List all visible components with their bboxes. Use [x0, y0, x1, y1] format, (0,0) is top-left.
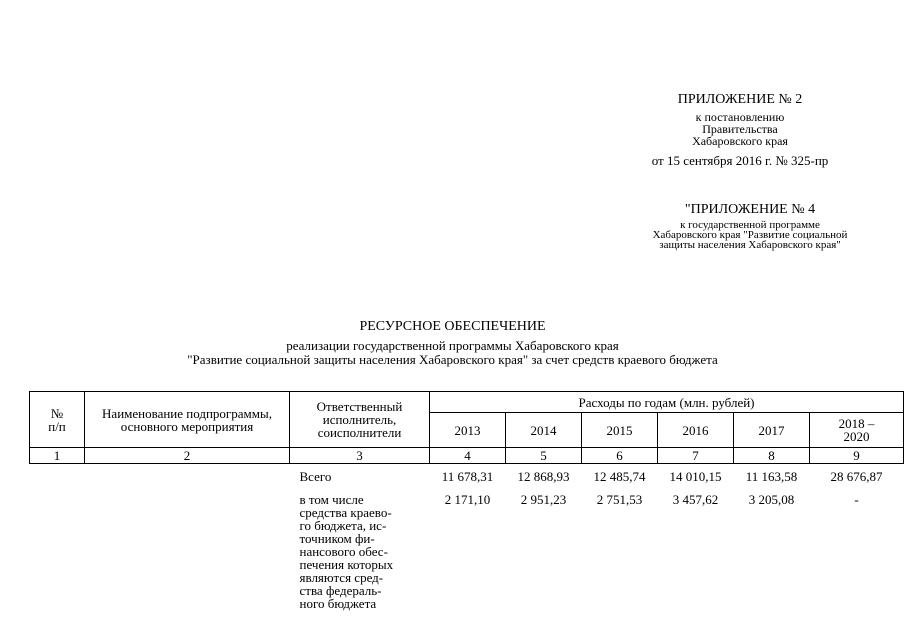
appendix-4-line-3: защиты населения Хабаровского края": [659, 239, 841, 251]
header-year: 2018 – 2020: [810, 413, 904, 448]
table-cell: 28 676,87: [830, 469, 883, 484]
table-cell: 12 868,93: [517, 469, 570, 484]
table-cell: 14 010,15: [669, 469, 722, 484]
header-expenses-by-year: Расходы по годам (млн. рублей): [430, 392, 904, 413]
column-number: 3: [290, 448, 430, 464]
title-line-1: реализации государственной программы Хабаровского края: [286, 338, 619, 353]
column-number: 6: [582, 448, 658, 464]
column-number: 9: [810, 448, 904, 464]
header-year: 2017: [734, 413, 810, 448]
document-title: [100, 319, 805, 367]
appendix-4-line-2: Хабаровского края "Развитие социальной: [652, 229, 848, 241]
title-line-2: "Развитие социальной защиты населения Хабаровского края" за счет средств краевого бюджета: [187, 352, 718, 367]
column-number: 8: [734, 448, 810, 464]
title-heading: РЕСУРСНОЕ ОБЕСПЕЧЕНИЕ: [359, 319, 546, 334]
appendix-2-line-1: к постановлению: [695, 110, 785, 124]
column-number: 7: [658, 448, 734, 464]
column-number: 1: [30, 448, 85, 464]
header-year: 2016: [658, 413, 734, 448]
row-label: Всего: [299, 469, 332, 484]
column-number: 2: [85, 448, 290, 464]
appendix-2-line-3: Хабаровского края: [692, 134, 788, 148]
table-cell: 11 163,58: [745, 469, 798, 484]
table-cell: 3 457,62: [672, 492, 719, 507]
appendix-2-header: [640, 92, 840, 168]
appendix-4-header: [630, 202, 870, 250]
table-cell: 3 205,08: [748, 492, 795, 507]
table-cell: -: [854, 492, 859, 507]
column-number: 5: [506, 448, 582, 464]
appendix-4-line-1: к государственной программе: [680, 219, 820, 231]
table-cell: 2 751,53: [596, 492, 643, 507]
header-year: 2015: [582, 413, 658, 448]
column-number: 4: [430, 448, 506, 464]
table-row: [30, 492, 904, 611]
header-year: 2013: [430, 413, 506, 448]
table-cell: 2 171,10: [444, 492, 491, 507]
appendix-2-line-2: Правительства: [702, 122, 778, 136]
table-cell: 2 951,23: [520, 492, 567, 507]
header-name: Наименование подпрограммы, основного мероприятия: [85, 392, 290, 448]
table-cell: 12 485,74: [593, 469, 646, 484]
header-responsible: Ответственный исполнитель, соисполнители: [290, 392, 430, 448]
table-row: [30, 464, 904, 485]
appendix-2-date: от 15 сентября 2016 г. № 325-пр: [651, 153, 829, 168]
table-cell: 11 678,31: [441, 469, 494, 484]
row-label: в том числе средства краево- го бюджета, ис- точником фи- нансового обес- печения которых являются сред- ства федераль- ного бюджета: [299, 492, 394, 611]
appendix-4-heading: "ПРИЛОЖЕНИЕ № 4: [684, 202, 816, 217]
resource-table: [29, 391, 904, 611]
header-number: № п/п: [30, 392, 85, 448]
appendix-2-heading: ПРИЛОЖЕНИЕ № 2: [677, 92, 803, 107]
header-year: 2014: [506, 413, 582, 448]
